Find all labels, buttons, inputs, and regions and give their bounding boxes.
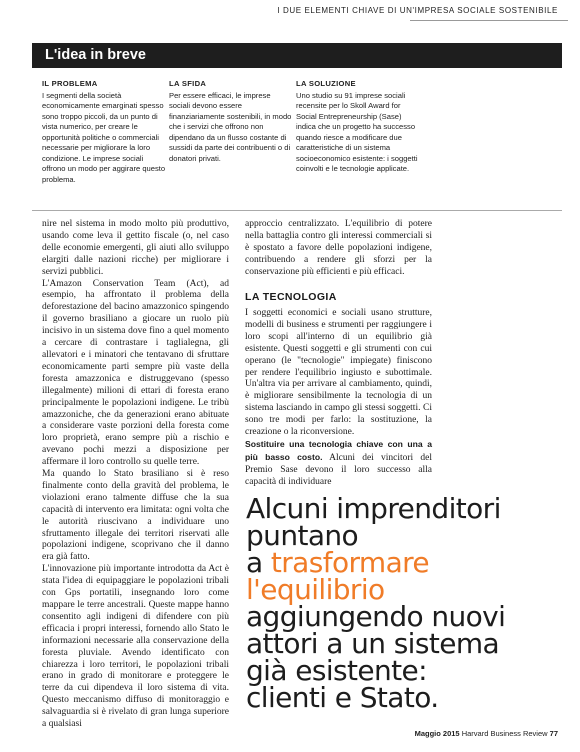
running-head: I DUE ELEMENTI CHIAVE DI UN'IMPRESA SOCIALE SOSTENIBILE [277, 6, 558, 15]
paragraph: L'Amazon Conservation Team (Act), ad esempio, ha affrontato il problema della deforestazione del bacino amazzonico spingendo il governo brasiliano a giocare un ruolo più incisivo in un sistema dove fino a quel momento a cercare di contrastare i taglialegna, gli allevatori e i minatori che tentavano di sfruttare economicamente parti sempre più vaste della foresta amazzonica e distruggevano (spesso illegalmente) milioni di ettari di foresta erano principalmente le popolazioni indigene. Le tribù amazzoniche, che da generazioni erano abituate a considerare vaste porzioni della foresta come loro proprietà, erano sempre più a rischio e avevano pochi mezzi a disposizione per affermare il loro controllo su quelle terre. [42, 278, 229, 468]
box-heading: LA SOLUZIONE [296, 79, 356, 88]
pull-quote-accent-line: l'equilibrio [246, 573, 385, 606]
page-number: 77 [549, 729, 558, 738]
paragraph: approccio centralizzato. L'equilibrio di potere nella battaglia contro gli interessi commerciali si è spostato a favore delle popolazioni indigene, contribuendo a rendere gli sforzi per la conservazione più efficienti e più efficaci. [245, 219, 432, 277]
pull-quote-line: aggiungendo nuovi [246, 600, 506, 633]
box-text: Per essere efficaci, le imprese sociali devono essere finanziariamente sostenibili, in modo che i servizi che offrono non dipendano da un flusso costante di sussidi da parte dei contribuenti o di donatori privati. [169, 90, 292, 163]
page-footer [415, 729, 558, 738]
pull-quote-line [246, 546, 546, 579]
bold-lead: Sostituire una tecnologia chiave con una a più basso costo. [245, 438, 432, 462]
section-heading: LA TECNOLOGIA [245, 291, 337, 303]
box-text: I segmenti della società economicamente emarginati spesso sono troppo piccoli, da un punto di vista numerico, per creare le opportunità politiche o commerciali necessarie per migliorare la loro condizione. Le imprese sociali offrono un modo per aggirare questo problema. [42, 90, 166, 184]
paragraph: Ma quando lo Stato brasiliano si è reso finalmente conto della gravità del problema, le violazioni erano talmente diffuse che la sua capacità di intervento era limitata: ogni volta che le autorità riuscivano a individuare uno sfruttamento illegale dei territori riservati alle popolazioni indigene, scoprivano che il danno era già fatto. [42, 469, 229, 563]
issue-date: Maggio 2015 [414, 729, 460, 738]
right-column-body [245, 308, 432, 489]
paragraph-tail: Alcuni dei vincitori del Premio Sase devono il loro successo alla capacità di individuare [245, 452, 433, 487]
paragraph: I soggetti economici e sociali usano strutture, modelli di business e strumenti per raggiungere i loro scopi all'interno di un equilibrio già esistente. Questi soggetti e gli strumenti con cui operano (le "tecnologie" impiegate) finiscono per rendere l'equilibrio ingiusto e subottimale. Un'altra via per arrivare al cambiamento, quindi, è migliorare sensibilmente la tecnologia di un sistema lasciando in campo gli stessi soggetti. Ci sono tre modi per farlo: la sostituzione, la creazione o la riconversione. [245, 308, 432, 438]
box-heading: LA SFIDA [169, 79, 207, 88]
header-rule [410, 20, 568, 21]
idea-box-challenge [169, 79, 293, 164]
paragraph: L'innovazione più importante introdotta da Act è stata l'idea di equipaggiare le popolazioni tribali con Gps portatili, insegnando loro come mappare le terre ancestrali. Queste mappe hanno consentito agli indigeni di difendere con più efficacia i propri interessi, fornendo allo Stato le informazioni necessarie alla conservazione della foresta pluviale. Avendo identificato con chiarezza i loro territori, le popolazioni tribali erano in grado di monitorare e proteggere le terre da cui dipendeva il loro sistema di vita. Questo meccanismo diffuso di monitoraggio e salvaguardia si è rivelato di gran lunga superiore a qualsiasi [42, 564, 229, 730]
pull-quote-line: Alcuni imprenditori [246, 492, 501, 525]
section-divider [32, 210, 562, 211]
box-text: Uno studio su 91 imprese sociali recensite per lo Skoll Award for Social Entrepreneurship (Sase) indica che un progetto ha successo quando riesce a modificare due caratteristiche di un sistema socioeconomico esistente: i soggetti coinvolti e le tecnologie applicate. [296, 90, 418, 173]
pull-quote-line: attori a un sistema [246, 627, 500, 660]
paragraph [245, 439, 432, 489]
pull-quote-line: clienti e Stato. [246, 681, 439, 714]
pull-quote-line: puntano [246, 519, 359, 552]
right-column-top [245, 219, 432, 279]
idea-box-solution [296, 79, 420, 175]
idea-box-problem [42, 79, 166, 185]
pull-quote-line: già esistente: [246, 654, 427, 687]
pull-quote [246, 492, 546, 714]
box-heading: IL PROBLEMA [42, 79, 98, 88]
paragraph: nire nel sistema in modo molto più produttivo, usando come leva il gettito fiscale (o, nel caso delle economie emergenti, gli aiuti allo sviluppo elargiti dalle nazioni ricche) per migliorare i servizi pubblici. [42, 219, 229, 277]
idea-title: L'idea in breve [45, 47, 146, 63]
pull-quote-fragment: a [246, 546, 271, 579]
magazine-name: Harvard Business Review [461, 729, 548, 738]
left-column [42, 219, 229, 731]
pull-quote-accent: trasformare [270, 546, 430, 579]
